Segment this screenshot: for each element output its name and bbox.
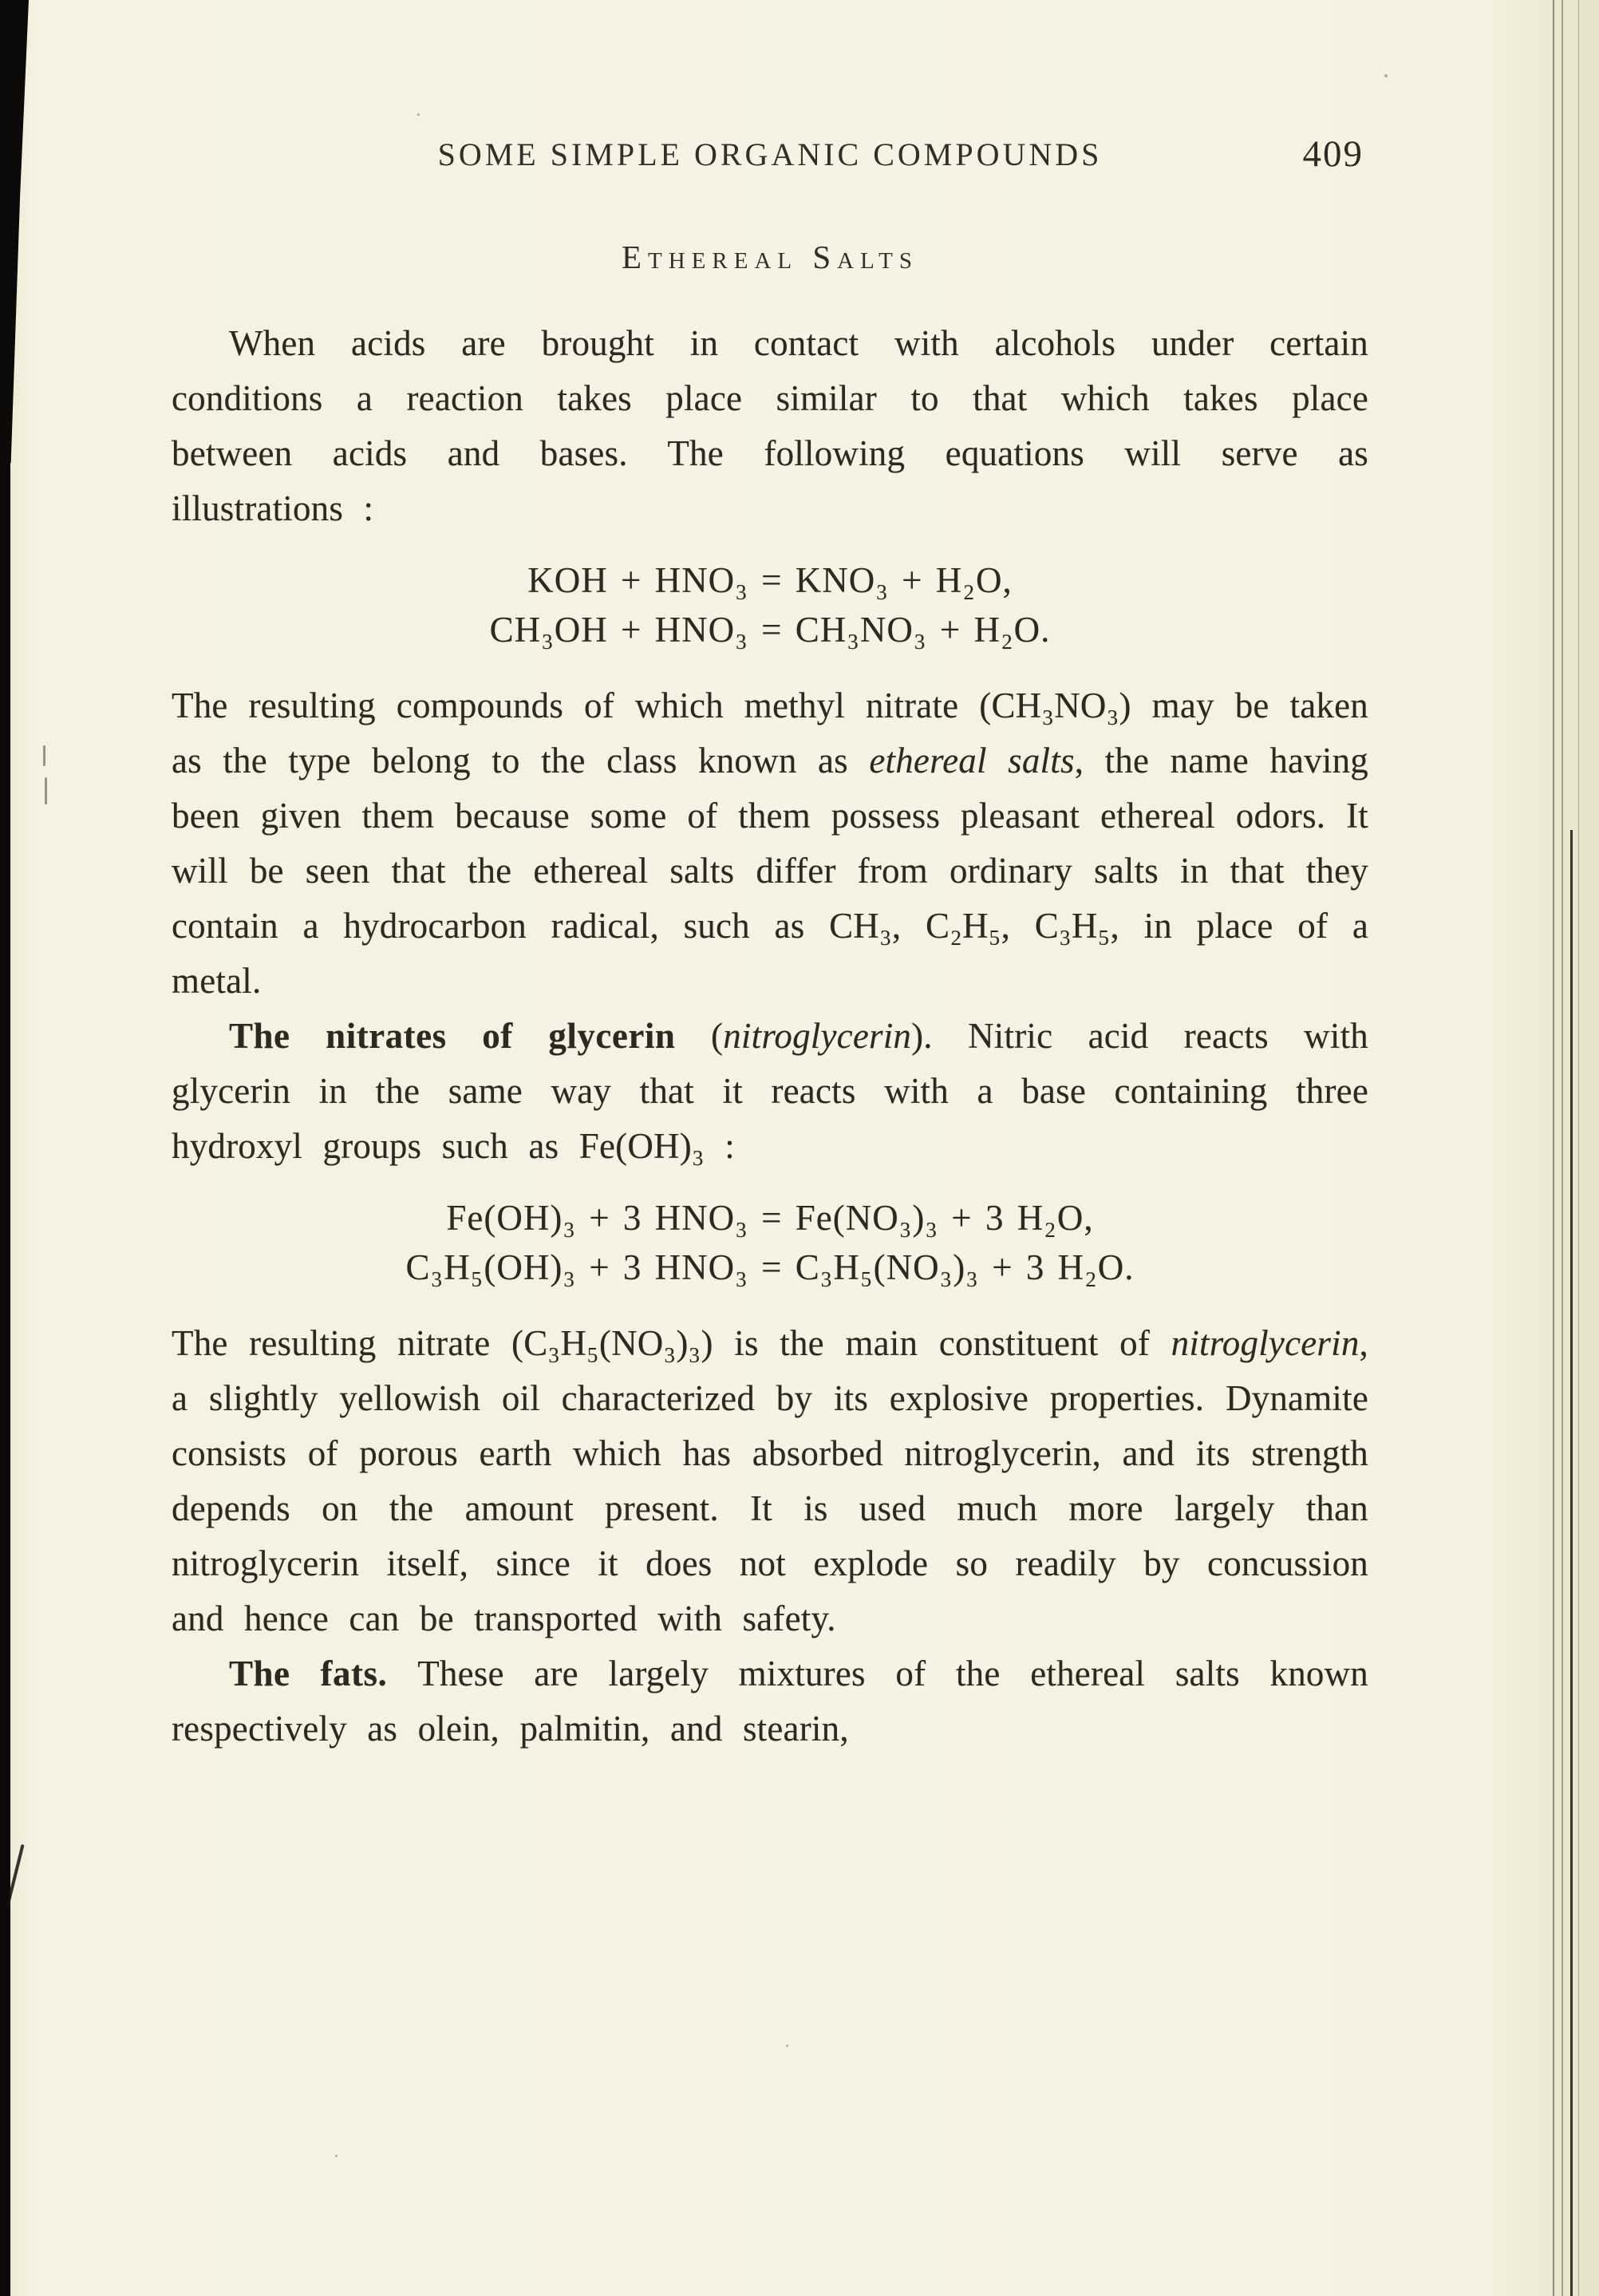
equation-line: C₃H₅(OH)₃ + 3 HNO₃ = C₃H₅(NO₃)₃ + 3 H₂O.	[405, 1247, 1135, 1287]
paragraph-intro	[172, 316, 1368, 536]
body-text	[172, 316, 1368, 1757]
scan-artifact	[45, 777, 47, 804]
page-number: 409	[1302, 133, 1364, 175]
page-edge-line	[1561, 0, 1563, 2296]
text-segment: These are largely mixtures of the ethereal salts known respectively as olein, palmitin, and stearin,	[172, 1654, 1369, 1749]
text-segment: , the name having been given them because some of them possess pleasant ethereal odors. It will be seen that the ethereal salts differ from ordinary salts in that they contain a hydrocarbon radical, such as CH₃, C₂H₅, C₃H₅, in place of a metal.	[172, 741, 1368, 1001]
running-title: SOME SIMPLE ORGANIC COMPOUNDS	[437, 136, 1103, 172]
equation-line: KOH + HNO₃ = KNO₃ + H₂O,	[527, 560, 1013, 600]
binding-shadow-top	[0, 0, 29, 463]
page-edge-line	[1578, 0, 1579, 2296]
page-edge-line	[1570, 830, 1573, 2296]
text-segment: The nitrates of glycerin	[229, 1016, 712, 1056]
equation-block-2	[172, 1193, 1368, 1292]
text-segment: ). Nitric acid reacts with glycerin in the same way that it reacts with a base containing three hydroxyl groups such as Fe(OH)₃ :	[172, 1016, 1368, 1166]
text-segment: The resulting nitrate (C₃H₅(NO₃)₃) is the main constituent of	[172, 1323, 1171, 1363]
paragraph-fats	[172, 1646, 1368, 1757]
equation-block-1	[172, 555, 1368, 654]
paragraph-nitroglycerin	[172, 1316, 1368, 1646]
scan-speck	[1384, 74, 1388, 77]
paragraph-ethereal-salts	[172, 678, 1368, 1009]
text-segment: nitroglycerin	[723, 1016, 912, 1056]
text-segment: ethereal salts	[869, 741, 1075, 780]
page-edge-line	[1553, 0, 1554, 2296]
text-segment: When acids are brought in contact with alcohols under certain conditions a reaction takes place similar to that which takes place between acids and bases. The following equations will serve as illustrations :	[172, 323, 1368, 528]
equation-line: CH₃OH + HNO₃ = CH₃NO₃ + H₂O.	[489, 610, 1051, 650]
paragraph-nitrates-of-glycerin	[172, 1009, 1368, 1174]
text-segment: , a slightly yellowish oil characterized by its explosive properties. Dynamite consists of porous earth which has absorbed nitroglycerin, and its strength depends on the amount present. It is used much more largely than nitroglycerin itself, since it does not explode so readily by concussion and hence can be transported with safety.	[172, 1323, 1368, 1638]
page-header	[172, 133, 1368, 187]
page-content	[172, 0, 1368, 2296]
text-segment: (	[711, 1016, 724, 1056]
section-heading: Ethereal Salts	[621, 239, 919, 275]
scan-artifact	[43, 745, 45, 766]
text-segment: nitroglycerin	[1171, 1323, 1360, 1363]
text-segment: The resulting compounds of which methyl nitrate (CH₃NO₃) may be taken as the type belong to the class known as	[172, 686, 1368, 780]
equation-line: Fe(OH)₃ + 3 HNO₃ = Fe(NO₃)₃ + 3 H₂O,	[446, 1198, 1094, 1238]
text-segment: The fats.	[229, 1654, 418, 1693]
